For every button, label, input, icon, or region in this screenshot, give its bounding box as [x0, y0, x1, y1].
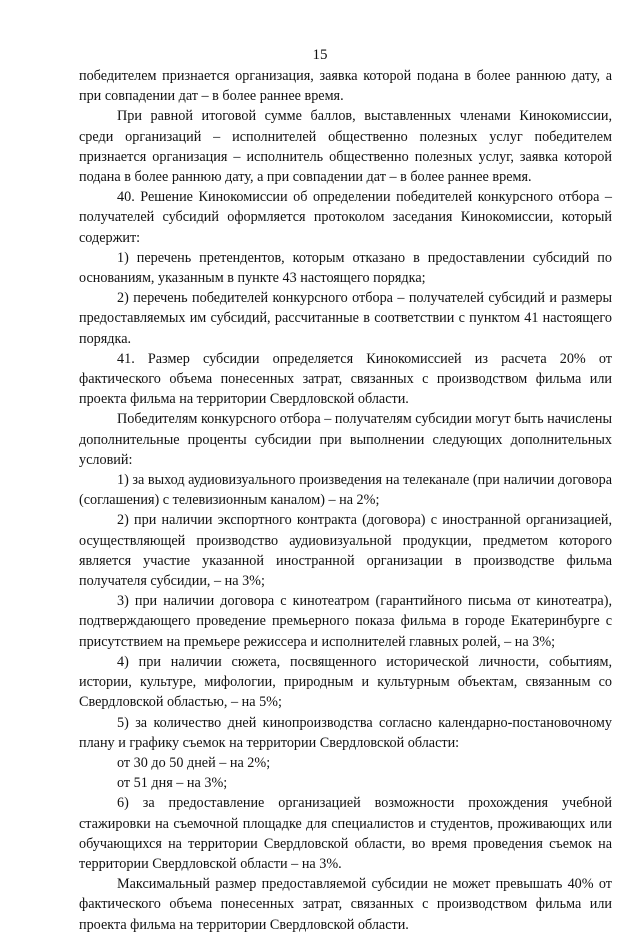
page-number: 15	[312, 47, 328, 63]
paragraph-equal-score-rule: При равной итоговой сумме баллов, выставленных членами Кинокомиссии, среди организаций – исполнителей общественно полезных услуг победителем признается организация – исполнитель общественно полезных услуг, заявка которой подана в более раннюю дату, а при совпадении дат – в более раннее время.	[79, 108, 612, 186]
paragraph-max-subsidy: Максимальный размер предоставляемой субсидии не может превышать 40% от фактического объема понесенных затрат, связанных с производством фильма или проекта фильма на территории Свердловской области.	[79, 876, 612, 933]
paragraph-continuation: победителем признается организация, заявка которой подана в более раннюю дату, а при совпадении дат – в более раннее время.	[79, 68, 612, 105]
list-item-41-1: 1) за выход аудиовизуального произведения на телеканале (при наличии договора (соглашения) с телевизионным каналом) – на 2%;	[79, 472, 612, 509]
document-body	[79, 66, 612, 935]
list-item-41-6: 6) за предоставление организацией возможности прохождения учебной стажировки на съемочной площадке для специалистов и студентов, проживающих или обучающихся на территории Свердловской области, во время проведения съемок на территории Свердловской области – на 3%.	[79, 795, 612, 872]
list-item-40-2: 2) перечень победителей конкурсного отбора – получателей субсидий и размеры предоставляемых им субсидий, рассчитанные в соответствии с пунктом 41 настоящего порядка.	[79, 290, 612, 347]
list-item-41-5: 5) за количество дней кинопроизводства согласно календарно-постановочному плану и графику съемок на территории Свердловской области:	[79, 714, 612, 751]
list-item-41-3: 3) при наличии договора с кинотеатром (гарантийного письма от кинотеатра), подтверждающего проведение премьерного показа фильма в городе Екатеринбурге с присутствием на премьере режиссера и исполнителей главных ролей, – на 3%;	[79, 593, 612, 650]
paragraph-clause-40: 40. Решение Кинокомиссии об определении победителей конкурсного отбора – получателей субсидий оформляется протоколом заседания Кинокомиссии, который содержит:	[79, 189, 612, 246]
list-subitem-51-days: от 51 дня – на 3%;	[117, 775, 228, 792]
paragraph-clause-41: 41. Размер субсидии определяется Кинокомиссией из расчета 20% от фактического объема понесенных затрат, связанных с производством фильма или проекта фильма на территории Свердловской области.	[79, 350, 612, 408]
list-item-41-4: 4) при наличии сюжета, посвященного исторической личности, событиям, истории, культуре, мифологии, природным и культурным объектам, связанным со Свердловской областью, – на 5%;	[79, 653, 612, 711]
paragraph-additional-percent: Победителям конкурсного отбора – получателям субсидии могут быть начислены дополнительные проценты субсидии при выполнении следующих дополнительных условий:	[79, 411, 612, 468]
list-item-40-1: 1) перечень претендентов, которым отказано в предоставлении субсидий по основаниям, указанным в пункте 43 настоящего порядка;	[79, 249, 612, 287]
list-item-41-2: 2) при наличии экспортного контракта (договора) с иностранной организацией, осуществляющей производство аудиовизуальной продукции, предметом которого является участие указанной иностранной организации в производстве фильма получателя субсидии, – на 3%;	[79, 512, 612, 590]
list-subitem-30-50-days: от 30 до 50 дней – на 2%;	[117, 754, 271, 771]
